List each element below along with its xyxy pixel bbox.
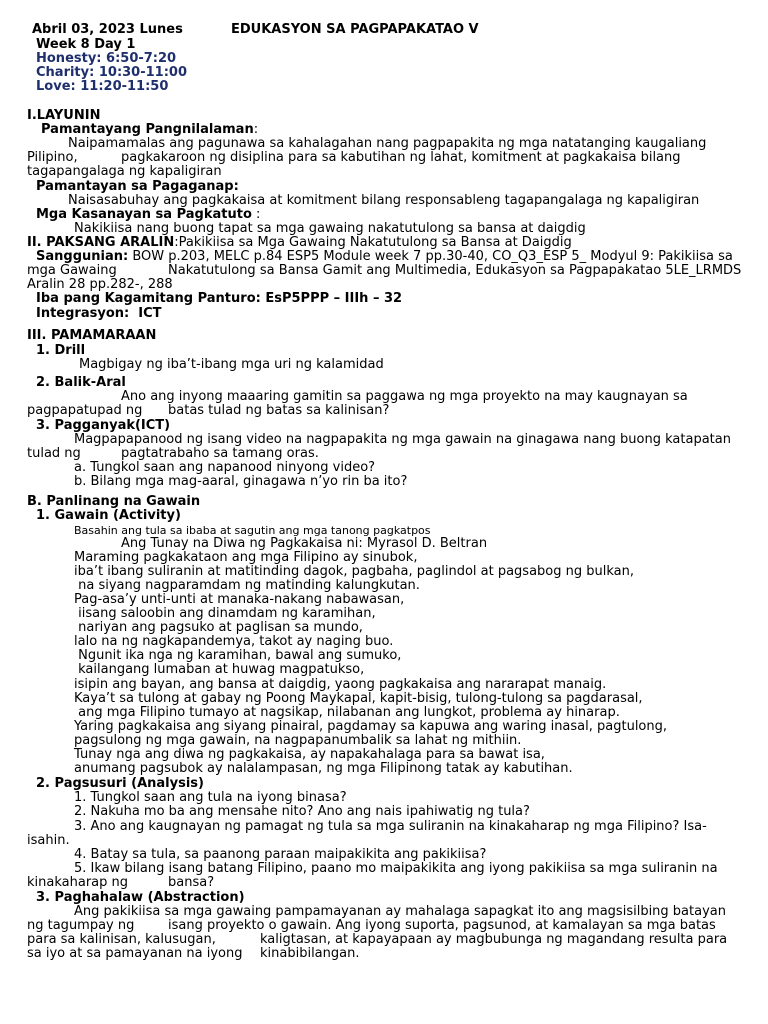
analysis-question-2: 2. Nakuha mo ba ang mensahe nito? Ano ang nais ipahiwatig ng tula? <box>74 804 530 819</box>
poem-line: pagsulong ng mga gawain, na nagpapanumbalik sa lahat ng mithiin. <box>74 733 522 748</box>
pagkatuto-label: Mga Kasanayan sa Pagkatuto <box>36 207 252 222</box>
paksa-title: :Pakikiisa sa Mga Gawaing Nakatutulong sa Bansa at Daigdig <box>174 235 572 250</box>
poem-line: isipin ang bayan, ang bansa at daigdig, yaong pagkakaisa ang nararapat manaig. <box>74 677 607 692</box>
poem-line: Kaya’t sa tulong at gabay ng Poong Maykapal, kapit-bisig, tulong-tulong sa pagdarasal, <box>74 691 643 706</box>
pagganyak-text-2b: pagtatrabaho sa tamang oras. <box>121 446 319 461</box>
poem-line: Yaring pagkakaisa ang siyang pinairal, pagdamay sa kapuwa ang waring inasal, pagtulong, <box>74 719 668 734</box>
pangnilalaman-text-2a: Pilipino, <box>27 150 78 165</box>
pagkatuto-label-line <box>36 208 260 222</box>
drill-label: 1. Drill <box>36 343 86 358</box>
pagsusuri-label: 2. Pagsusuri (Analysis) <box>36 776 204 791</box>
analysis-question-5: 5. Ikaw bilang isang batang Filipino, paano mo maipakikita ang iyong pakikiisa sa mga suliranin na <box>74 861 718 876</box>
poem-line: Tunay nga ang diwa ng pagkakaisa, ay napakahalaga para sa bawat isa, <box>74 747 545 762</box>
schedule-charity: Charity: 10:30-11:00 <box>36 65 188 80</box>
poem-line: lalo na ng nagkapandemya, takot ay naging buo. <box>74 634 394 649</box>
gawain-instruction: Basahin ang tula sa ibaba at sagutin ang mga tanong pagkatpos <box>74 524 431 537</box>
pagaganap-text: Naisasabuhay ang pagkakaisa at komitment bilang responsableng tagapangalaga ng kapaligiran <box>68 193 700 208</box>
pagkatuto-colon: : <box>251 207 261 222</box>
layunin-heading: I.LAYUNIN <box>27 108 101 123</box>
sanggunian-text-3: Aralin 28 pp.282-, 288 <box>27 277 173 292</box>
pangnilalaman-text-3: tagapangalaga ng kapaligiran <box>27 164 222 179</box>
pagganyak-text-1: Magpapapanood ng isang video na nagpapakita ng mga gawain na ginagawa nang buong katapatan <box>74 432 731 447</box>
abstraction-text-2b: isang proyekto o gawain. Ang iyong suporta, pagsunod, at kamalayan sa mga batas <box>168 918 716 933</box>
poem-line: iisang saloobin ang dinamdam ng karamihan, <box>74 606 376 621</box>
poem-line: na siyang nagparamdam ng matinding kalungkutan. <box>74 578 420 593</box>
pangnilalaman-colon: : <box>253 122 259 137</box>
abstraction-text-1: Ang pakikiisa sa mga gawaing pampamayanan ay mahalaga sapagkat ito ang magsisilbing batayan <box>74 904 726 919</box>
analysis-question-1: 1. Tungkol saan ang tula na iyong binasa? <box>74 790 347 805</box>
sanggunian-text-1: BOW p.203, MELC p.84 ESP5 Module week 7 pp.30-40, CO_Q3_ESP 5_ Modyul 9: Pakikiisa sa <box>128 249 733 264</box>
pangnilalaman-text-1: Naipamamalas ang pagunawa sa kahalagahan nang pagpapakita ng mga natatanging kaugaliang <box>68 136 707 151</box>
pangnilalaman-label-line <box>41 123 258 137</box>
balik-aral-text-1: Ano ang inyong maaaring gamitin sa paggawa ng mga proyekto na may kaugnayan sa <box>121 389 688 404</box>
schedule-honesty: Honesty: 6:50-7:20 <box>36 51 177 66</box>
analysis-question-3-cont: isahin. <box>27 833 70 848</box>
analysis-question-5-cont-a: kinakaharap ng <box>27 875 129 890</box>
paksa-heading: II. PAKSANG ARALIN <box>27 235 175 250</box>
sanggunian-text-2b: Nakatutulong sa Bansa Gamit ang Multimedia, Edukasyon sa Pagpapakatao 5LE_LRMDS <box>168 263 742 278</box>
schedule-love: Love: 11:20-11:50 <box>36 79 169 94</box>
abstraction-text-2a: ng tagumpay ng <box>27 918 135 933</box>
poem-line: ang mga Filipino tumayo at nagsikap, nilabanan ang lungkot, problema ay hinarap. <box>74 705 620 720</box>
pagkatuto-text: Nakikiisa nang buong tapat sa mga gawaing nakatutulong sa bansa at daigdig <box>74 221 586 236</box>
poem-title: Ang Tunay na Diwa ng Pagkakaisa ni: Myrasol D. Beltran <box>121 536 488 551</box>
balik-aral-text-2b: batas tulad ng batas sa kalinisan? <box>168 403 390 418</box>
pagganyak-label: 3. Pagganyak(ICT) <box>36 418 171 433</box>
week-day: Week 8 Day 1 <box>36 37 136 52</box>
subject-title: EDUKASYON SA PAGPAPAKATAO V <box>231 22 479 37</box>
paksa-heading-line <box>27 236 572 250</box>
poem-line: kailangang lumaban at huwag magpatukso, <box>74 662 365 677</box>
pagaganap-label: Pamantayan sa Pagaganap: <box>36 179 239 194</box>
integrasyon: Integrasyon: ICT <box>36 306 162 321</box>
analysis-question-3: 3. Ano ang kaugnayan ng pamagat ng tula sa mga suliranin na kinakaharap ng mga Filipino? Isa- <box>74 819 707 834</box>
pagganyak-question-a: a. Tungkol saan ang napanood ninyong video? <box>74 460 376 475</box>
poem-line: iba’t ibang suliranin at matitinding dagok, pagbaha, paglindol at pagsabog ng bulkan, <box>74 564 635 579</box>
gawain-label: 1. Gawain (Activity) <box>36 508 181 523</box>
kagamitan: Iba pang Kagamitang Panturo: EsP5PPP – IIIh – 32 <box>36 291 403 306</box>
pangnilalaman-text-2b: pagkakaroon ng disiplina para sa kabutihan ng lahat, komitment at pagkakaisa bilang <box>121 150 681 165</box>
poem-line: anumang pagsubok ay nalalampasan, ng mga Filipinong tatak ay kabutihan. <box>74 761 573 776</box>
pagganyak-text-2a: tulad ng <box>27 446 81 461</box>
abstraction-text-3b: kaligtasan, at kapayapaan ay magbubunga ng magandang resulta para <box>260 932 728 947</box>
panlinang-heading: B. Panlinang na Gawain <box>27 494 201 509</box>
pangnilalaman-label: Pamantayang Pangnilalaman <box>41 122 254 137</box>
abstraction-text-4a: sa iyo at sa pamayanan na iyong <box>27 946 243 961</box>
analysis-question-4: 4. Batay sa tula, sa paanong paraan maipakikita ang pakikiisa? <box>74 847 487 862</box>
abstraction-text-4b: kinabibilangan. <box>260 946 360 961</box>
poem-line: nariyan ang pagsuko at paglisan sa mundo, <box>74 620 363 635</box>
balik-aral-text-2a: pagpapatupad ng <box>27 403 143 418</box>
balik-aral-label: 2. Balik-Aral <box>36 375 126 390</box>
pamamaraan-heading: III. PAMAMARAAN <box>27 328 157 343</box>
analysis-question-5-cont-b: bansa? <box>168 875 215 890</box>
paghahalaw-label: 3. Paghahalaw (Abstraction) <box>36 890 245 905</box>
abstraction-text-3a: para sa kalinisan, kalusugan, <box>27 932 216 947</box>
drill-text: Magbigay ng iba’t-ibang mga uri ng kalamidad <box>79 357 384 372</box>
poem-line: Ngunit ika nga ng karamihan, bawal ang sumuko, <box>74 648 402 663</box>
date: Abril 03, 2023 Lunes <box>32 22 183 37</box>
poem-line: Pag-asa’y unti-unti at manaka-nakang nabawasan, <box>74 592 405 607</box>
pagganyak-question-b: b. Bilang mga mag-aaral, ginagawa n’yo rin ba ito? <box>74 474 408 489</box>
sanggunian-text-2a: mga Gawaing <box>27 263 117 278</box>
poem-line: Maraming pagkakataon ang mga Filipino ay sinubok, <box>74 550 418 565</box>
sanggunian-label: Sanggunian: <box>36 249 129 264</box>
sanggunian-line-1 <box>36 250 733 264</box>
